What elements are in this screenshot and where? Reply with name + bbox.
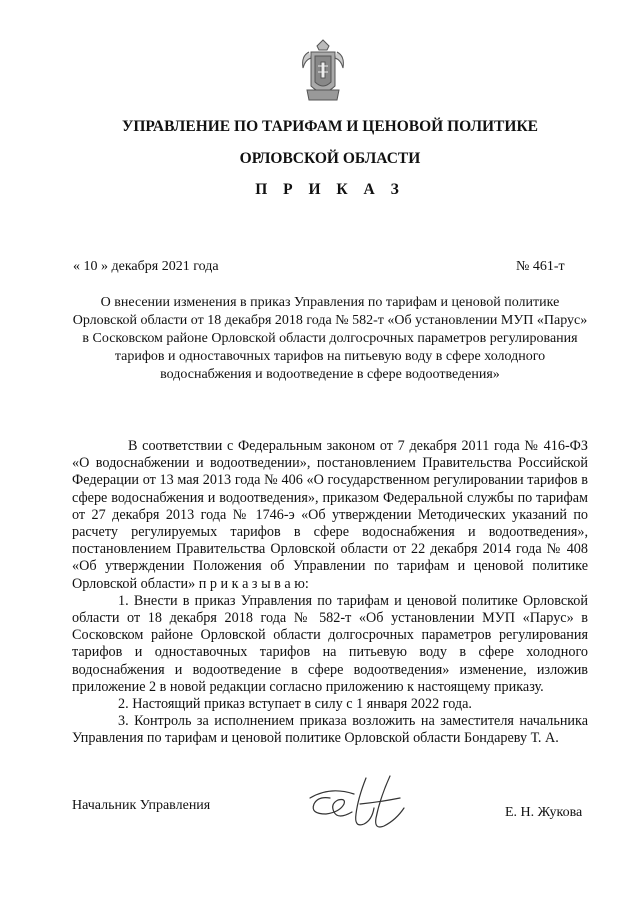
document-date: « 10 » декабря 2021 года bbox=[73, 259, 219, 274]
body-preamble: В соответствии с Федеральным законом от 7 декабря 2011 года № 416-ФЗ «О водоснабжении и водоотведении», постановлением Правительства Российской Федерации от 13 мая 2013 года № 406 «О государственном регулировании тарифов в сфере водоснабжения и водоотведения», приказом Федеральной службы по тарифам от 27 декабря 2013 года № 1746-э «Об утверждении Методических указаний по расчету регулируемых тарифов в сфере водоснабжения и водоотведения», постановлением Правительства Орловской области от 22 декабря 2014 года № 408 «Об утверждении Положения об Управлении по тарифам и ценовой политике Орловской области» п р и к а з ы в а ю: bbox=[72, 438, 588, 592]
agency-title-line2: ОРЛОВСКОЙ ОБЛАСТИ bbox=[239, 150, 421, 167]
coat-of-arms-icon bbox=[299, 38, 347, 106]
body-item-3: 3. Контроль за исполнением приказа возложить на заместителя начальника Управления по тарифам и ценовой политике Орловской области Бондареву Т. А. bbox=[72, 713, 588, 747]
body-item-1: 1. Внести в приказ Управления по тарифам и ценовой политике Орловской области от 18 декабря 2018 года № 582-т «Об установлении МУП «Парус» в Сосковском районе Орловской области долгосрочных параметров регулирования тарифов и одноставочных тарифов на питьевую воду в сфере холодного водоснабжения и водоотведение в сфере водоотведения» изменение, изложив приложение 2 в новой редакции согласно приложению к настоящему приказу. bbox=[72, 592, 588, 695]
document-subject: О внесении изменения в приказ Управления по тарифам и ценовой политике Орловской области от 18 декабря 2018 года № 582-т «Об установлении МУП «Парус» в Сосковском районе Орловской области долгосрочных параметров регулирования тарифов и одноставочных тарифов на питьевую воду в сфере холодного водоснабжения и водоотведение в сфере водоотведения» bbox=[72, 295, 588, 382]
agency-title-line1: УПРАВЛЕНИЕ ПО ТАРИФАМ И ЦЕНОВОЙ ПОЛИТИКЕ bbox=[121, 118, 539, 135]
document-number: № 461-т bbox=[516, 259, 565, 274]
body-item-2: 2. Настоящий приказ вступает в силу с 1 января 2022 года. bbox=[118, 696, 472, 713]
document-body bbox=[72, 438, 588, 748]
document-type: П Р И К А З bbox=[255, 181, 405, 198]
signatory-name: Е. Н. Жукова bbox=[505, 805, 583, 820]
signatory-position: Начальник Управления bbox=[72, 798, 211, 813]
handwritten-signature bbox=[300, 768, 420, 838]
